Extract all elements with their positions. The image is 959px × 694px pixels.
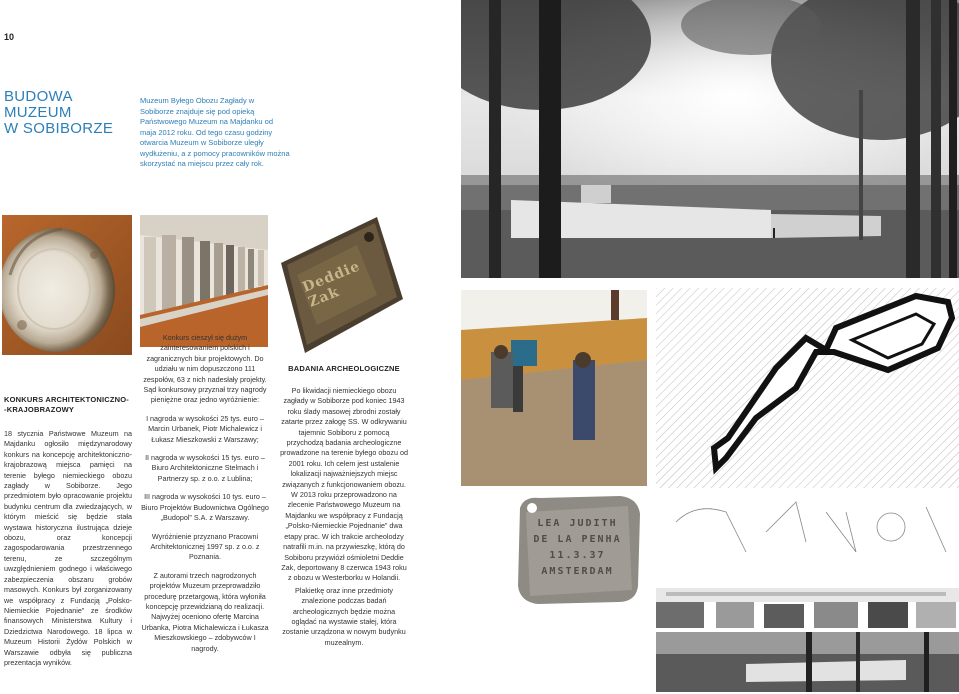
tag-line-2: DE LA PENHA [533, 534, 622, 545]
tag-line-3: 11.3.37 [549, 550, 606, 561]
exhibition-photo [140, 215, 268, 347]
page-number: 10 [4, 32, 15, 42]
competition-section [4, 395, 132, 668]
archaeology-body-1: Po likwidacji niemieckiego obozu zagłady w Sobiborze pod koniec 1943 roku ślady masowej zbrodni zostały zatarte przez załogę SS. W odkrywaniu tajemnic Sobiboru z pomocą przychodzą badania archeologiczne prowadzone na terenie byłego obozu od 2001 roku. Ich celem jest ustalenie lokalizacji najważniejszych miejsc związanych z funkcjonowaniem obozu. W 2013 roku przeprowadzono na zlecenie Państwowego Muzeum na Majdanku we współpracy z Fundacją „Polsko-Niemieckie Pojednanie” dwa etapy prac. W ich trakcie archeolodzy natrafili m.in. na przywieszkę, którą do Sobiboru przywiózł ośmioletni Deddie Zak, deportowany 8 czerwca 1943 roku z obozu w Westerborku w Holandii. [280, 386, 408, 583]
competition-body: 18 stycznia Państwowe Muzeum na Majdanku ogłosiło międzynarodowy konkurs na koncepcję architektoniczno-krajobrazową miejsca pamięci na terenie byłego niemieckiego obozu zagłady w Sobiborze. Jego przedmiotem było opracowanie projektu budynku centrum dla zwiedzających, w którym mieścić się będzie stała wystawa historyczna ilustrująca dzieje obozu, oraz koncepcji zagospodarowania przestrzennego terenu, ze szczególnym uwzględnieniem godnego i właściwego zabezpieczenia obszaru grobów masowych. Konkurs był zorganizowany we współpracy z Fundacją „Polsko-Niemieckie Pojednanie” ze środków finansowych Ministerstwa Kultury i Dziedzictwa Narodowego. 18 lipca w Muzeum Historii Żydów Polskich w Warszawie odbyła się publiczna prezentacja wyników. [4, 429, 132, 667]
deddie-zak-tag-text: Deddie Zak [300, 258, 363, 311]
results-section [140, 333, 270, 662]
intro-text: Muzeum Byłego Obozu Zagłady w Sobiborze znajduje się pod opieką Państwowego Muzeum na Majdanku od maja 2012 roku. Od tego czasu godziny otwarcia Muzeum w Sobiborze uległy wydłużeniu, a z pomocy pracowników można skorzystać na miejscu przez cały rok. [140, 96, 290, 168]
deddie-zak-tag-photo [277, 215, 405, 355]
rusted-plate-photo [2, 215, 132, 355]
title-line-3: W SOBIBORZE [4, 120, 114, 137]
article-title [4, 89, 124, 137]
title-line-2: MUZEUM [4, 104, 72, 121]
archaeology-body-2: Plakietkę oraz inne przedmioty znalezione podczas badań archeologicznych będzie można oglądać na wystawie stałej, która zostanie urządzona w nowym budynku muzealnym. [282, 585, 406, 647]
archaeology-section [280, 364, 408, 656]
tag-line-1: LEA JUDITH [537, 518, 618, 529]
competition-heading-line-1: KONKURS ARCHITEKTONICZNO- [4, 395, 129, 404]
archaeology-body [280, 386, 408, 648]
competition-heading [4, 395, 132, 415]
results-prize-3: III nagroda w wysokości 10 tys. euro – Biuro Projektów Budownictwa Ogólnego „Budopol” S.A. z Warszawy. [141, 492, 269, 523]
competition-heading-line-2: -KRAJOBRAZOWY [4, 405, 75, 414]
design-sketches-sheet [656, 492, 959, 692]
title-line-1: BUDOWA [4, 88, 73, 105]
lea-judith-tag-text [510, 516, 645, 580]
results-closing: Z autorami trzech nagrodzonych projektów Muzeum przeprowadziło procedurę przetargową, która wyłoniła koncepcję przewidzianą do realizacji. Najwyżej oceniono ofertę Marcina Urbanka, Piotra Michalewicza i Łukasza Mieszkowskiego – zdobywców I nagrody. [141, 570, 269, 653]
results-intro: Konkurs cieszył się dużym zainteresowaniem polskich i zagranicznych biur projektowych. Do udziału w nim dopuszczono 111 zespołów, 63 z nich nadesłały projekty. Sąd konkursowy przyznał trzy nagrody pieniężne oraz jedno wyróżnienie: [143, 333, 267, 405]
memorial-forest-render [461, 0, 959, 278]
excavation-photo [461, 290, 647, 486]
results-prize-1: I nagroda w wysokości 25 tys. euro – Marcin Urbanek, Piotr Michalewicz i Łukasz Mieszkowski z Warszawy; [146, 413, 264, 444]
results-prize-2: II nagroda w wysokości 15 tys. euro – Biuro Architektoniczne Stelmach i Partnerzy sp. z o.o. z Lublina; [145, 453, 265, 483]
tag-line-4: AMSTERDAM [541, 566, 614, 577]
archaeology-heading: BADANIA ARCHEOLOGICZNE [288, 364, 400, 373]
site-plan-drawing [656, 288, 959, 488]
lea-judith-tag-photo [510, 490, 645, 608]
results-honorable: Wyróżnienie przyznano Pracowni Architektonicznej 1997 sp. z o.o. z Poznania. [150, 531, 260, 562]
